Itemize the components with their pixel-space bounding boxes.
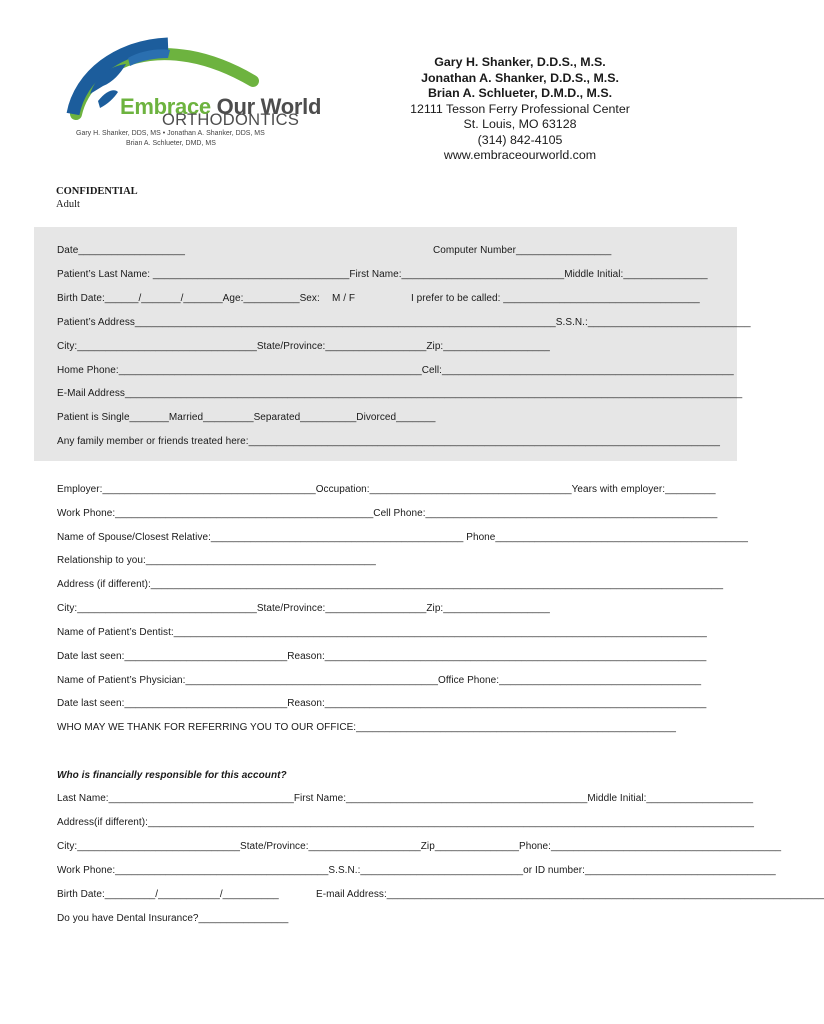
logo-subtitle: ORTHODONTICS xyxy=(162,111,300,129)
responsible-address-field[interactable]: Address(if different):____________________________________________________________________________________________________________ xyxy=(57,817,754,828)
work-phone-field[interactable]: Work Phone:______________________________________________Cell Phone:____________________________________________________ xyxy=(57,508,718,519)
patient-name-fields[interactable]: Patient’s Last Name: ___________________________________First Name:_____________________________Middle Initial:_______________ xyxy=(57,269,708,280)
referral-field[interactable]: WHO MAY WE THANK FOR REFERRING YOU TO OUR OFFICE:_________________________________________________________ xyxy=(57,722,676,733)
practice-phone: (314) 842-4105 xyxy=(477,132,563,147)
email-field[interactable]: E-Mail Address______________________________________________________________________________________________________________ xyxy=(57,388,743,399)
practice-address-2: St. Louis, MO 63128 xyxy=(463,117,577,131)
doctor-name-3: Brian A. Schlueter, D.M.D., M.S. xyxy=(427,86,613,100)
dentist-field[interactable]: Name of Patient’s Dentist:_______________________________________________________________________________________________ xyxy=(57,627,707,638)
dentist-last-seen-field[interactable]: Date last seen:_____________________________Reason:____________________________________________________________________ xyxy=(57,651,707,662)
financial-heading: Who is financially responsible for this account? xyxy=(57,770,287,781)
responsible-city-field[interactable]: City:_____________________________State/Province:____________________Zip_______________Phone:_________________________________________ xyxy=(57,841,782,852)
physician-last-seen-field[interactable]: Date last seen:_____________________________Reason:____________________________________________________________________ xyxy=(57,698,707,709)
practice-logo xyxy=(68,36,322,156)
preferred-name-field[interactable]: I prefer to be called: ___________________________________ xyxy=(411,293,700,304)
responsible-email-field[interactable]: E-mail Address:______________________________________________________________________________ xyxy=(316,889,824,900)
responsible-birth-date-field[interactable]: Birth Date:_________/___________/__________ xyxy=(57,889,279,900)
dental-insurance-field[interactable]: Do you have Dental Insurance?________________ xyxy=(57,913,289,924)
alt-address-field[interactable]: Address (if different):______________________________________________________________________________________________________ xyxy=(57,579,724,590)
date-field[interactable]: Date___________________ xyxy=(57,245,185,256)
doctor-name-1: Gary H. Shanker, D.D.S., M.S. xyxy=(434,55,606,69)
employer-field[interactable]: Employer:______________________________________Occupation:____________________________________Years with employer:_________ xyxy=(57,484,716,495)
physician-field[interactable]: Name of Patient’s Physician:_____________________________________________Office Phone:____________________________________ xyxy=(57,675,702,686)
practice-website: www.embraceourworld.com xyxy=(443,148,597,162)
family-treated-field[interactable]: Any family member or friends treated here:____________________________________________________________________________________ xyxy=(57,436,720,447)
confidential-label: CONFIDENTIAL xyxy=(56,186,138,197)
patient-address-field[interactable]: Patient’s Address___________________________________________________________________________S.S.N.:_____________________________ xyxy=(57,317,751,328)
logo-name-embrace: Embrace xyxy=(120,94,211,119)
computer-number-field[interactable]: Computer Number_________________ xyxy=(433,245,612,256)
spouse-field[interactable]: Name of Spouse/Closest Relative:_____________________________________________ Phone_____________________________________________ xyxy=(57,532,748,543)
practice-address-1: 12111 Tesson Ferry Professional Center xyxy=(410,101,630,116)
logo-doctors-line1: Gary H. Shanker, DDS, MS • Jonathan A. Shanker, DDS, MS xyxy=(76,130,265,137)
responsible-work-phone-field[interactable]: Work Phone:______________________________________S.S.N.:_____________________________or ID number:__________________________________ xyxy=(57,865,776,876)
responsible-name-fields[interactable]: Last Name:_________________________________First Name:___________________________________________Middle Initial:___________________ xyxy=(57,793,754,804)
marital-status-field[interactable]: Patient is Single_______Married_________Separated__________Divorced_______ xyxy=(57,412,436,423)
alt-city-field[interactable]: City:________________________________State/Province:__________________Zip:___________________ xyxy=(57,603,550,614)
doctor-name-2: Jonathan A. Shanker, D.D.S., M.S. xyxy=(421,70,619,85)
logo-doctors-line2: Brian A. Schlueter, DMD, MS xyxy=(126,140,216,147)
logo-name-our-world: Our World xyxy=(210,94,322,119)
home-phone-field[interactable]: Home Phone:______________________________________________________Cell:____________________________________________________ xyxy=(57,365,734,376)
relationship-field[interactable]: Relationship to you:_________________________________________ xyxy=(57,555,376,566)
sex-options[interactable]: M / F xyxy=(332,293,356,304)
birth-date-age-field[interactable]: Birth Date:______/_______/_______Age:__________Sex: xyxy=(57,293,320,304)
patient-city-field[interactable]: City:________________________________State/Province:__________________Zip:___________________ xyxy=(57,341,550,352)
form-type-label: Adult xyxy=(56,199,80,210)
practice-header xyxy=(390,55,650,164)
